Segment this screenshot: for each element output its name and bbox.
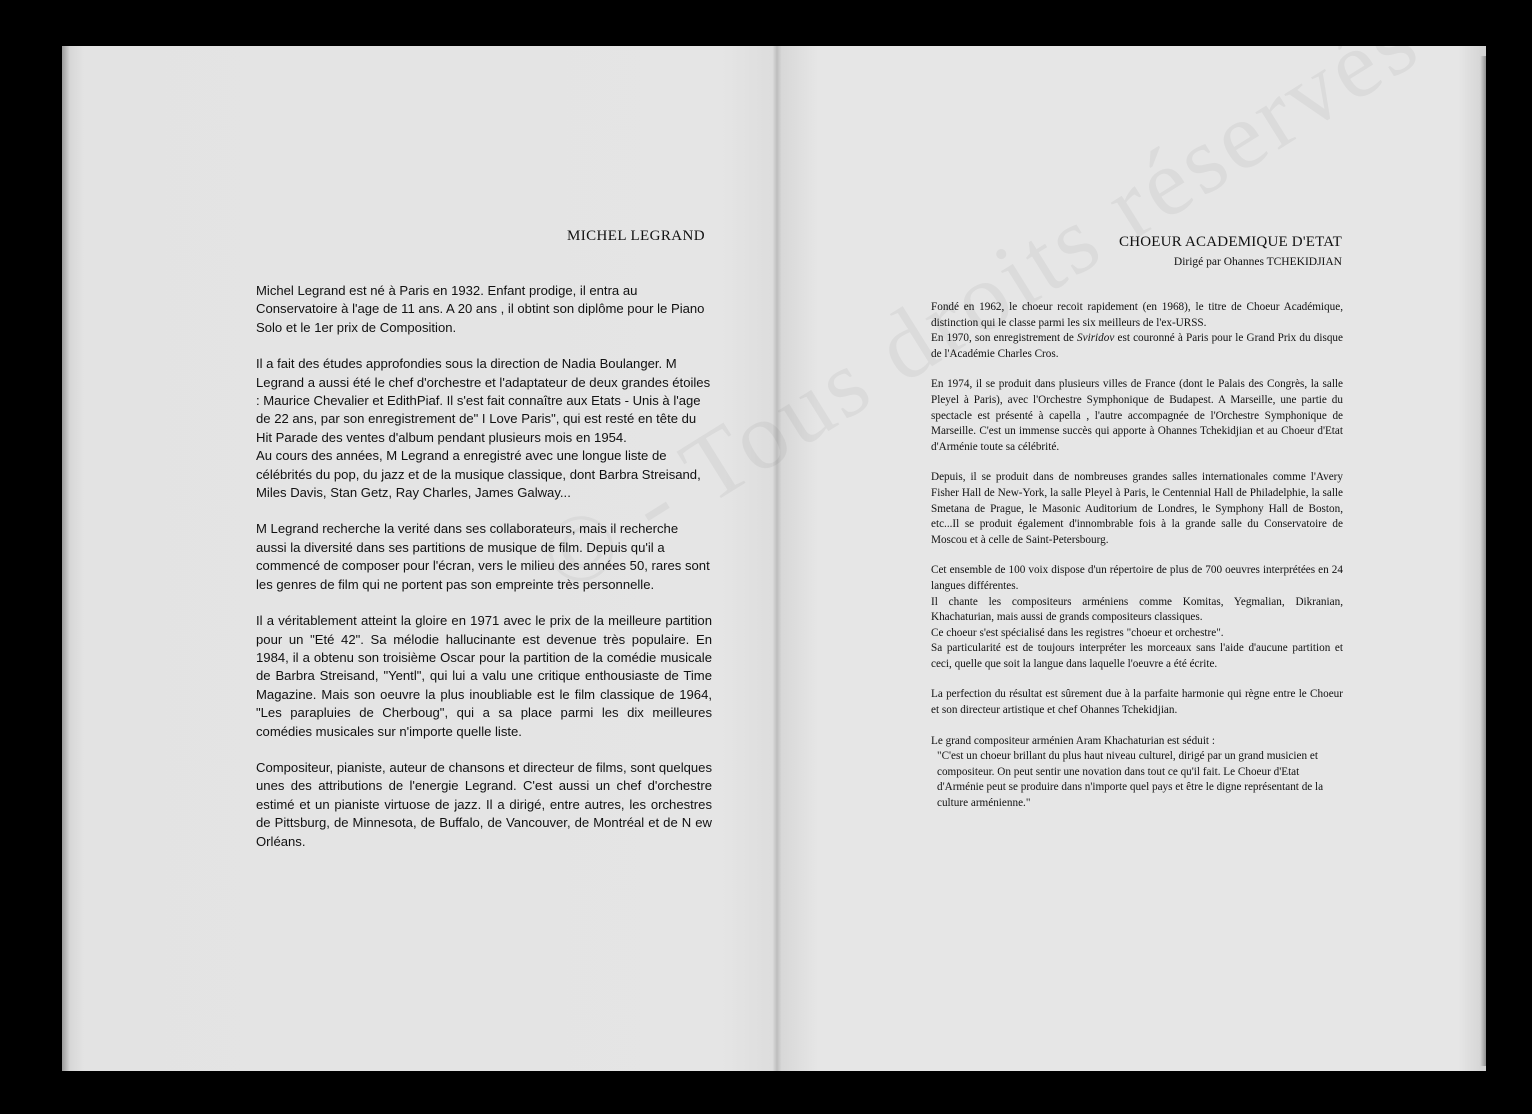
left-page-body — [256, 282, 712, 869]
right-page-body — [931, 300, 1343, 812]
quote-intro: Le grand compositeur arménien Aram Khachaturian est séduit : — [931, 734, 1215, 747]
repertoire-line: Sa particularité est de toujours interpréter les morceaux sans l'aide d'aucune partition et ceci, quelle que soit la langue dans laquelle l'oeuvre a été écrite. — [931, 642, 1343, 670]
left-paragraph: Compositeur, pianiste, auteur de chansons et directeur de films, sont quelques unes des attributions de l'energie Legrand. C'est aussi un chef d'orchestre estimé et un pianiste virtuose de jazz. Il a dirigé, entre autres, les orchestres de Pittsburg, de Minnesota, de Buffalo, de Vancouver, de Montréal et de N ew Orléans. — [256, 759, 712, 849]
right-paragraph-repertoire — [931, 563, 1343, 672]
right-page-subtitle: Dirigé par Ohannes TCHEKIDJIAN — [1173, 256, 1342, 268]
left-paragraph: Il a véritablement atteint la gloire en 1971 avec le prix de la meilleure partition pour un "Eté 42". Sa mélodie hallucinante est devenue très populaire. En 1984, il a obtenu son troisième Oscar pour la partition de la comédie musicale de Barbra Streisand, "Yentl", qui lui a valu une critique enthousiaste de Time Magazine. Mais son oeuvre la plus inoubliable est le film classique de 1964, "Les parapluies de Cherboug", qui a sa place parmi les dix meilleures comédies musicales sur n'importe quelle liste. — [256, 613, 712, 739]
left-page-title: MICHEL LEGRAND — [567, 228, 705, 244]
recording-post: est couronné à Paris pour le Grand Prix du disque de l'Académie Charles Cros. — [931, 332, 1343, 360]
left-paragraph: Il a fait des études approfondies sous la direction de Nadia Boulanger. M Legrand a aussi été le chef d'orchestre et l'adaptateur de deux grandes étoiles : Maurice Chevalier et EdithPiaf. Il s'est fait connaître aux Etats - Unis à l'age de 22 ans, par son enregistrement de" I Love Paris", qui est resté en tête du Hit Parade des ventes d'album pendant plusieurs mois en 1954. — [256, 356, 711, 445]
right-paragraph: La perfection du résultat est sûrement due à la parfaite harmonie qui règne entre le Choeur et son directeur artistique et chef Ohannes Tchekidjian. — [931, 688, 1343, 717]
right-paragraph-founding — [931, 300, 1343, 362]
booklet-left-edge — [62, 46, 70, 1071]
page-gutter — [772, 46, 782, 1071]
repertoire-line: Cet ensemble de 100 voix dispose d'un répertoire de plus de 700 oeuvres interprétées en 24 langues différentes. — [931, 564, 1343, 592]
recording-title: Sviridov — [1077, 332, 1115, 345]
right-paragraph: En 1974, il se produit dans plusieurs villes de France (dont le Palais des Congrès, la salle Pleyel à Paris), avec l'Orchestre Symphonique de Budapest. A Marseille, une partie du spectacle est présenté à capella , l'autre accompagnée de l'Orchestre Symphonique de Marseille. C'est un immense succès qui apporte à Ohannes Tchekidjian et au Choeur d'Etat d'Arménie toute sa célébrité. — [931, 378, 1343, 453]
khachaturian-quote: "C'est un choeur brillant du plus haut niveau culturel, dirigé par un grand musicien et compositeur. On peut sentir une novation dans tout ce qu'il fait. Le Choeur d'Etat d'Arménie peut se produire dans n'importe quel pays et être le digne représentant de la culture arménienne." — [937, 750, 1324, 810]
booklet-right-edge — [1480, 56, 1486, 1066]
right-paragraph: Depuis, il se produit dans de nombreuses grandes salles internationales comme l'Avery Fisher Hall de New-York, la salle Pleyel à Paris, le Centennial Hall de Philadelphie, la salle Smetana de Prague, le Masonic Auditorium de Londres, le Symphony Hall de Boston, etc...Il se produit également d'innombrable fois à la grande salle du Conservatoire de Moscou et à celle de Saint-Petersbourg. — [931, 471, 1343, 546]
founding-text: Fondé en 1962, le choeur recoit rapidement (en 1968), le titre de Choeur Académique, distinction qui le classe parmi les six meilleurs de l'ex-URSS. — [931, 301, 1343, 329]
left-paragraph: M Legrand recherche la verité dans ses collaborateurs, mais il recherche aussi la diversité dans ses partitions de musique de film. Depuis qu'il a commencé de composer pour l'écran, vers le milieu des années 50, rares sont les genres de film qui ne portent pas son empreinte très personnelle. — [256, 521, 710, 592]
left-paragraph: Au cours des années, M Legrand a enregistré avec une longue liste de célébrités du pop, du jazz et de la musique classique, dont Barbra Streisand, Miles Davis, Stan Getz, Ray Charles, James Galway... — [256, 448, 701, 501]
left-paragraph: Michel Legrand est né à Paris en 1932. Enfant prodige, il entra au Conservatoire à l'age de 11 ans. A 20 ans , il obtint son diplôme pour le Piano Solo et le 1er prix de Composition. — [256, 283, 705, 335]
right-page-title: CHOEUR ACADEMIQUE D'ETAT — [1119, 234, 1342, 250]
repertoire-line: Ce choeur s'est spécialisé dans les registres "choeur et orchestre". — [931, 626, 1224, 639]
repertoire-line: Il chante les compositeurs arméniens comme Komitas, Yegmalian, Dikranian, Khachaturian, mais aussi de grands compositeurs classiques. — [931, 595, 1343, 624]
recording-pre: En 1970, son enregistrement de — [931, 332, 1078, 345]
